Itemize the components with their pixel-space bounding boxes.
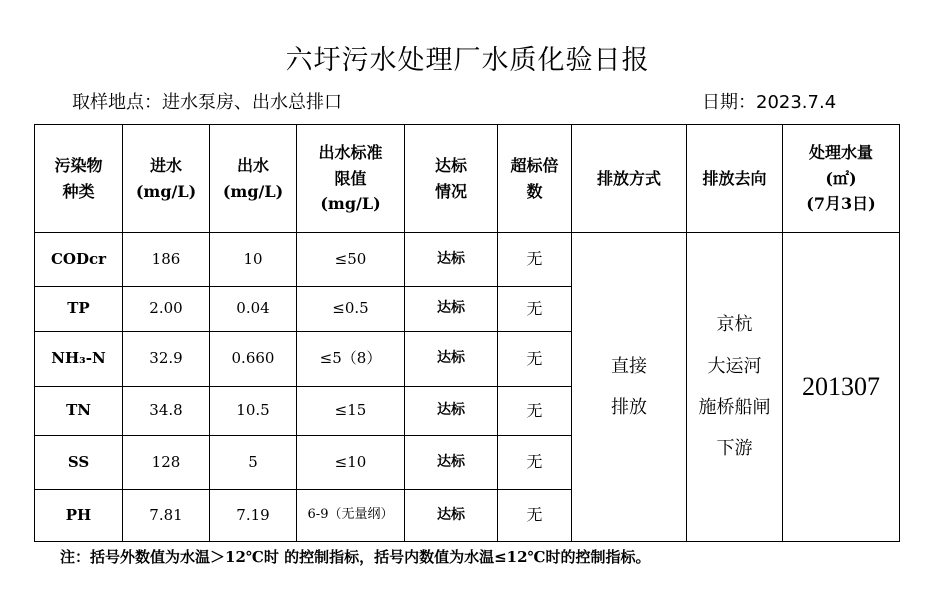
header-exceed-line2: 数 bbox=[526, 181, 543, 201]
limit-cell: ≤50 bbox=[297, 233, 405, 287]
header-influent-unit: (mg/L) bbox=[135, 181, 197, 201]
limit-cell: ≤0.5 bbox=[297, 287, 405, 332]
header-status-line2: 情况 bbox=[434, 181, 467, 201]
header-influent bbox=[123, 125, 210, 233]
report-date: 日期：2023.7.4 bbox=[702, 92, 837, 113]
discharge-destination-line2: 大运河 bbox=[707, 355, 762, 377]
water-quality-table bbox=[34, 124, 900, 542]
header-discharge-mode: 排放方式 bbox=[572, 125, 687, 233]
status-cell: 达标 bbox=[405, 233, 498, 287]
effluent-cell: 0.660 bbox=[210, 332, 297, 387]
effluent-cell: 5 bbox=[210, 436, 297, 490]
limit-cell: ≤10 bbox=[297, 436, 405, 490]
status-cell: 达标 bbox=[405, 436, 498, 490]
exceed-cell: 无 bbox=[498, 490, 572, 542]
header-effluent-line1: 出水 bbox=[236, 155, 269, 175]
header-exceed-line1: 超标倍 bbox=[510, 155, 559, 175]
limit-cell: ≤5（8） bbox=[297, 332, 405, 387]
effluent-cell: 10 bbox=[210, 233, 297, 287]
status-cell: 达标 bbox=[405, 490, 498, 542]
exceed-cell: 无 bbox=[498, 332, 572, 387]
pollutant-cell: TN bbox=[35, 387, 123, 436]
discharge-destination-line1: 京杭 bbox=[716, 314, 753, 336]
header-volume bbox=[783, 125, 900, 233]
influent-cell: 7.81 bbox=[123, 490, 210, 542]
discharge-mode-line2: 排放 bbox=[611, 397, 647, 418]
exceed-cell: 无 bbox=[498, 233, 572, 287]
header-effluent-unit: (mg/L) bbox=[222, 181, 284, 201]
sampling-location: 取样地点：进水泵房、出水总排口 bbox=[72, 92, 342, 113]
discharge-mode-cell bbox=[572, 233, 687, 542]
table-header-row bbox=[35, 125, 900, 233]
discharge-destination-cell bbox=[687, 233, 783, 542]
header-exceed bbox=[498, 125, 572, 233]
treated-volume-cell: 201307 bbox=[783, 233, 900, 542]
discharge-destination-line4: 下游 bbox=[716, 438, 753, 460]
header-limit bbox=[297, 125, 405, 233]
pollutant-cell: SS bbox=[35, 436, 123, 490]
pollutant-cell: PH bbox=[35, 490, 123, 542]
status-cell: 达标 bbox=[405, 332, 498, 387]
header-volume-line1: 处理水量 bbox=[808, 143, 873, 163]
influent-cell: 2.00 bbox=[123, 287, 210, 332]
header-discharge-dest: 排放去向 bbox=[687, 125, 783, 233]
header-effluent bbox=[210, 125, 297, 233]
header-volume-unit: (㎡) bbox=[825, 168, 857, 188]
header-limit-line1: 出水标准 bbox=[318, 143, 383, 163]
effluent-cell: 7.19 bbox=[210, 490, 297, 542]
pollutant-cell: TP bbox=[35, 287, 123, 332]
effluent-cell: 10.5 bbox=[210, 387, 297, 436]
pollutant-cell: CODcr bbox=[35, 233, 123, 287]
header-influent-line1: 进水 bbox=[149, 155, 182, 175]
exceed-cell: 无 bbox=[498, 287, 572, 332]
header-pollutant bbox=[35, 125, 123, 233]
effluent-cell: 0.04 bbox=[210, 287, 297, 332]
influent-cell: 34.8 bbox=[123, 387, 210, 436]
status-cell: 达标 bbox=[405, 387, 498, 436]
header-pollutant-line1: 污染物 bbox=[54, 155, 103, 175]
header-pollutant-line2: 种类 bbox=[62, 181, 95, 201]
exceed-cell: 无 bbox=[498, 436, 572, 490]
exceed-cell: 无 bbox=[498, 387, 572, 436]
footnote: 注：括号外数值为水温＞12℃时 的控制指标，括号内数值为水温≤12℃时的控制指标。 bbox=[60, 548, 651, 566]
discharge-mode-line1: 直接 bbox=[611, 355, 647, 377]
influent-cell: 128 bbox=[123, 436, 210, 490]
discharge-destination-line3: 施桥船闸 bbox=[698, 397, 771, 418]
limit-cell: ≤15 bbox=[297, 387, 405, 436]
header-limit-unit: (mg/L) bbox=[320, 194, 381, 214]
report-title: 六圩污水处理厂水质化验日报 bbox=[285, 45, 650, 76]
header-status-line1: 达标 bbox=[434, 155, 467, 175]
influent-cell: 186 bbox=[123, 233, 210, 287]
influent-cell: 32.9 bbox=[123, 332, 210, 387]
table-row bbox=[35, 233, 900, 287]
limit-cell: 6-9（无量纲） bbox=[297, 490, 405, 542]
header-volume-date: (7月3日) bbox=[806, 194, 876, 214]
header-limit-line2: 限值 bbox=[334, 168, 367, 188]
pollutant-cell: NH₃-N bbox=[35, 332, 123, 387]
status-cell: 达标 bbox=[405, 287, 498, 332]
header-status bbox=[405, 125, 498, 233]
